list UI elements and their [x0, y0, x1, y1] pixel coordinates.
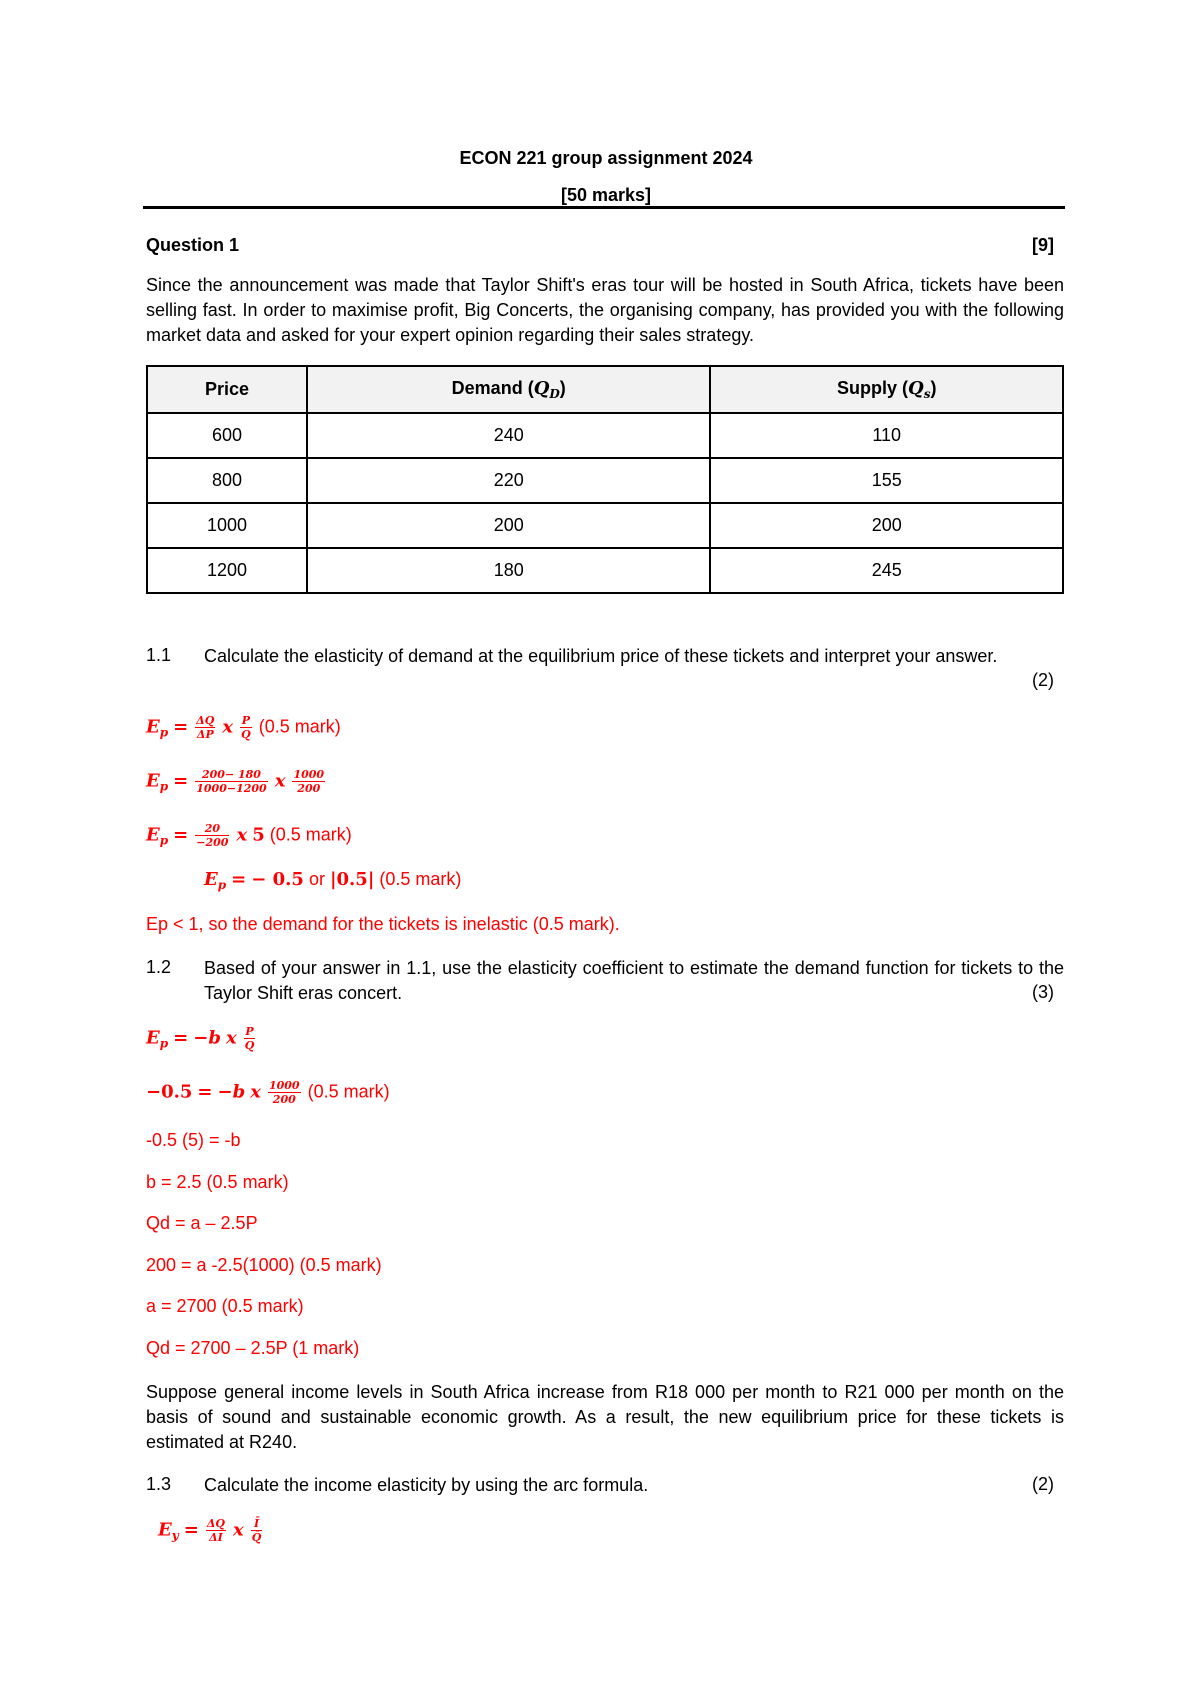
- cell: 1000: [147, 503, 307, 548]
- question-1-3-number: 1.3: [146, 1474, 172, 1494]
- cell: 200: [710, 503, 1063, 548]
- cell: 110: [710, 413, 1063, 458]
- question-1-2-marks: (3): [1032, 982, 1054, 1002]
- answer-1-1-line-3: $E_p$ = $\frac{20}{-200}$ x 5 (0.5 mark): [146, 822, 352, 849]
- answer-1-2-step: b = 2.5 (0.5 mark): [146, 1172, 289, 1192]
- answer-1-2-step: a = 2700 (0.5 mark): [146, 1296, 304, 1316]
- question-1-2-number: 1.2: [146, 957, 172, 977]
- table-header-row: [147, 366, 1063, 413]
- table-row: [147, 548, 1063, 593]
- answer-1-1-conclusion: Ep < 1, so the demand for the tickets is inelastic (0.5 mark).: [146, 914, 620, 934]
- col-demand: Demand $(Q_D)$: [307, 366, 710, 413]
- cell: 155: [710, 458, 1063, 503]
- answer-1-2-step: Qd = 2700 – 2.5P (1 mark): [146, 1338, 360, 1358]
- cell: 245: [710, 548, 1063, 593]
- title-rule: [143, 206, 1065, 209]
- cell: 180: [307, 548, 710, 593]
- cell: 600: [147, 413, 307, 458]
- table-row: [147, 458, 1063, 503]
- answer-1-2-line-2: −0.5 = −b x $\frac{1000}{200}$ (0.5 mark): [146, 1079, 390, 1106]
- answer-1-1-line-1: $E_p$ = $\frac{\Delta Q}{\Delta P}$ x $\frac{P}{Q}$ (0.5 mark): [146, 714, 341, 741]
- answer-1-3-line-1: $E_y$ = $\frac{\Delta Q}{\Delta I}$ x $\frac{Ī}{Q̄}$: [158, 1517, 262, 1544]
- answer-1-1-line-2: $E_p$ = $\frac{200- 180}{1000-1200}$ x $\frac{1000}{200}$: [146, 768, 325, 795]
- question-1-3-marks: (2): [1032, 1474, 1054, 1494]
- income-scenario-text: Suppose general income levels in South Africa increase from R18 000 per month to R21 000 per month on the basis of sound and sustainable economic growth. As a result, the new equilibrium price for these tickets is estimated at R240.: [146, 1382, 1064, 1452]
- table-row: [147, 413, 1063, 458]
- cell: 200: [307, 503, 710, 548]
- cell: 800: [147, 458, 307, 503]
- col-supply: Supply $(Q_s)$: [710, 366, 1063, 413]
- question-1-marks: [9]: [1032, 235, 1054, 255]
- question-1-1-text: Calculate the elasticity of demand at the equilibrium price of these tickets and interpret your answer.: [204, 646, 998, 666]
- question-1-heading: Question 1: [146, 235, 240, 255]
- document-title: ECON 221 group assignment 2024: [459, 148, 753, 168]
- document-subtitle: [50 marks]: [560, 185, 652, 205]
- question-1-1-marks: (2): [1032, 670, 1054, 690]
- question-1-1-number: 1.1: [146, 645, 172, 665]
- answer-1-1-line-4: $E_p$ = − 0.5 or |0.5| (0.5 mark): [204, 869, 462, 892]
- answer-1-2-step: -0.5 (5) = -b: [146, 1130, 241, 1150]
- market-data-table: [146, 365, 1064, 594]
- cell: 220: [307, 458, 710, 503]
- question-1-2-text: Based of your answer in 1.1, use the elasticity coefficient to estimate the demand function for tickets to the Taylor Shift eras concert.: [204, 958, 1064, 1003]
- question-1-3-text: Calculate the income elasticity by using the arc formula.: [204, 1475, 649, 1495]
- table-row: [147, 503, 1063, 548]
- cell: 1200: [147, 548, 307, 593]
- answer-1-2-step: 200 = a -2.5(1000) (0.5 mark): [146, 1255, 382, 1275]
- answer-1-2-line-1: $E_p = -b$ x $\frac{P}{Q}$: [146, 1025, 255, 1052]
- answer-1-2-step: Qd = a – 2.5P: [146, 1213, 258, 1233]
- cell: 240: [307, 413, 710, 458]
- question-1-intro: Since the announcement was made that Taylor Shift's eras tour will be hosted in South Africa, tickets have been selling fast. In order to maximise profit, Big Concerts, the organising company, has provided you with the following market data and asked for your expert opinion regarding their sales strategy.: [146, 275, 1064, 345]
- col-price: Price: [147, 366, 307, 413]
